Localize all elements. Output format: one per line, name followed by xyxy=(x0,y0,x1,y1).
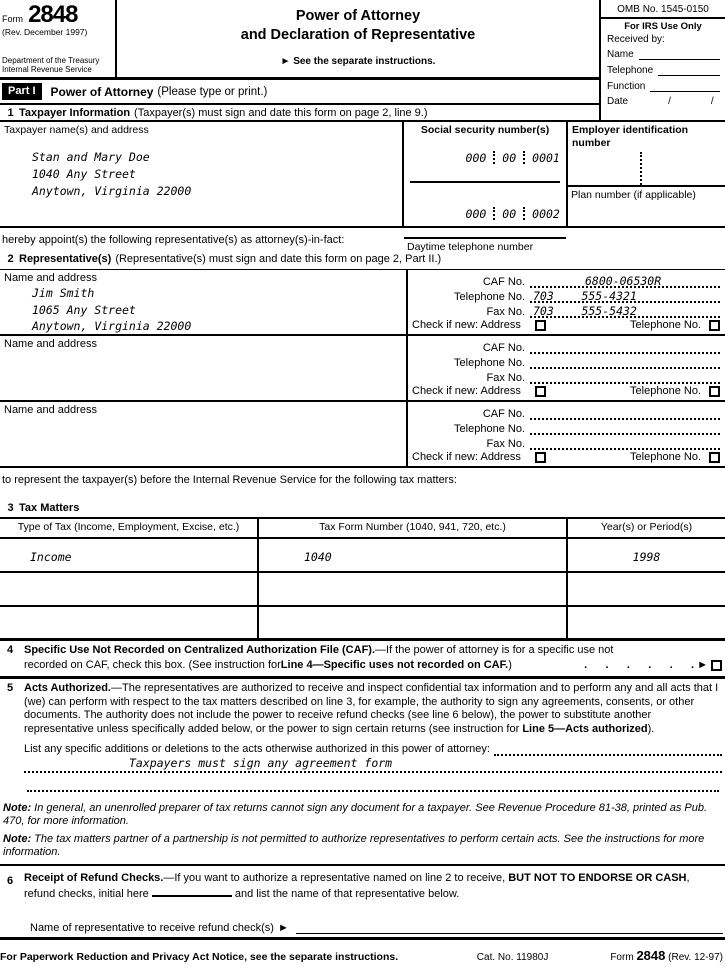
rep1-address1-value[interactable]: 1065 Any Street xyxy=(32,302,136,317)
line5-text1: —The representatives are authorized to receive and inspect confidential tax information and to perform any and all acts that I (we) can perform with respect to the tax matters described on line 3, for example, the authority to sign any agreements, consents, or other documents. The authority does not include the power to receive refund checks (see line 6 below), the power to substitute another representative unless specifically added below, or the power to sign certain returns (see instruction for xyxy=(24,682,719,735)
rep3-new-telephone-checkbox[interactable] xyxy=(709,452,720,463)
line5-additions-value: Taxpayers must sign any agreement form xyxy=(129,756,393,770)
omb-number: OMB No. 1545-0150 xyxy=(601,0,725,19)
year-cell-1[interactable]: 1998 xyxy=(632,550,661,564)
line5-number: 5 xyxy=(7,682,14,694)
ssn-separator-dotted xyxy=(493,151,495,164)
tax-form-number-header: Tax Form Number (1040, 941, 720, etc.) xyxy=(259,519,568,537)
line5-paragraph xyxy=(24,682,722,736)
ssn2-area: 000 xyxy=(465,207,487,221)
line5-bold-ref: Line 5—Acts authorized xyxy=(522,722,648,735)
ssn1-serial: 0001 xyxy=(532,151,560,165)
line5-additions-input[interactable] xyxy=(24,757,722,773)
plan-number-cell[interactable] xyxy=(568,185,725,226)
taxpayer-address1-value[interactable]: 1040 Any Street xyxy=(32,167,136,181)
rep2-fax-input[interactable] xyxy=(530,370,720,384)
rep1-new-telephone-checkbox[interactable] xyxy=(709,320,720,331)
line2-header xyxy=(0,250,725,270)
rep3-contact-cell xyxy=(408,402,725,466)
line4-text-line2 xyxy=(24,659,722,673)
line3-number: 3 xyxy=(7,502,14,514)
line3-title: Tax Matters xyxy=(19,502,80,514)
rep3-caf-input[interactable] xyxy=(530,406,720,420)
ssn-label: Social security number(s) xyxy=(420,124,550,136)
to-represent-line: to represent the taxpayer(s) before the Internal Revenue Service for the following tax matters: xyxy=(2,474,457,486)
tax-table-row-1 xyxy=(0,539,725,573)
refund-representative-label: Name of representative to receive refund check(s) xyxy=(30,922,274,934)
line5-blank-dotted-line[interactable] xyxy=(27,775,719,792)
rep-name-address-label: Name and address xyxy=(4,404,97,416)
line1-header xyxy=(0,105,599,120)
footer-form-number: 2848 xyxy=(636,948,666,963)
line6-section xyxy=(0,866,725,906)
form-title-line1: Power of Attorney xyxy=(295,8,421,24)
rep3-new-address-checkbox[interactable] xyxy=(535,452,546,463)
line5-section xyxy=(0,679,725,796)
ssn-cell xyxy=(404,122,568,253)
rep1-fax-field xyxy=(412,303,720,318)
ein-label: Employer identification number xyxy=(572,124,689,150)
footer-revision: (Rev. 12-97) xyxy=(668,952,723,963)
rep2-new-address-checkbox[interactable] xyxy=(535,386,546,397)
ssn-separator-dotted xyxy=(493,207,495,220)
rep3-phone-input[interactable] xyxy=(530,421,720,435)
rep1-phone-value: 703 555-4321 xyxy=(533,289,637,303)
tax-form-cell-2[interactable] xyxy=(259,573,568,605)
caf-label: CAF No. xyxy=(482,342,525,354)
note1-label: Note: xyxy=(3,802,32,814)
rep3-name-address-cell[interactable] xyxy=(0,402,408,466)
tax-table-row-3 xyxy=(0,607,725,641)
agency-block xyxy=(2,56,112,75)
form-word: Form xyxy=(2,14,23,24)
rep2-fax-field xyxy=(412,369,720,384)
rep2-new-telephone-checkbox[interactable] xyxy=(709,386,720,397)
fax-label: Fax No. xyxy=(486,438,525,450)
year-cell-2[interactable] xyxy=(568,573,725,605)
tax-type-header: Type of Tax (Income, Employment, Excise, etc.) xyxy=(0,519,259,537)
representative-block-2 xyxy=(0,336,725,402)
form-id-box xyxy=(0,0,117,77)
rep-name-address-label: Name and address xyxy=(4,338,97,350)
line4-text3: ) xyxy=(508,658,512,671)
ssn2-group: 00 xyxy=(502,207,517,221)
tax-type-cell-3[interactable] xyxy=(0,607,259,638)
received-by-label: Received by: xyxy=(607,34,665,45)
note-2 xyxy=(0,830,725,861)
right-arrow-icon: ► xyxy=(277,922,289,934)
rep3-fax-field xyxy=(412,435,720,450)
rep1-caf-value: 6800-06530R xyxy=(585,274,662,288)
telephone-label: Telephone No. xyxy=(454,357,525,369)
refund-representative-row xyxy=(0,906,725,940)
rep2-caf-input[interactable] xyxy=(530,340,720,354)
line1-title: Taxpayer Information xyxy=(19,106,131,119)
line4-specific-use-checkbox[interactable] xyxy=(711,660,722,671)
line5-list-label-row xyxy=(24,742,722,756)
note1-text: In general, an unenrolled preparer of tax returns cannot sign any document for a taxpayer. See Revenue Procedure 81-38, printed as Pub. 470, for more information. xyxy=(3,802,708,827)
line4-section xyxy=(0,641,725,679)
line4-text-line1 xyxy=(24,644,722,658)
rep3-fax-input[interactable] xyxy=(530,436,720,450)
line4-number: 4 xyxy=(7,644,14,656)
check-if-new-label: Check if new: Address xyxy=(412,385,521,397)
caf-label: CAF No. xyxy=(482,276,525,288)
plan-number-label: Plan number (if applicable) xyxy=(571,189,696,202)
taxpayer-name-address-cell[interactable] xyxy=(0,122,404,226)
check-if-new-label: Check if new: Address xyxy=(412,319,521,331)
rep1-check-if-new-row xyxy=(412,319,720,331)
page-footer xyxy=(0,940,725,963)
footer-form-word: Form xyxy=(610,952,634,963)
note2-text: The tax matters partner of a partnership is not permitted to authorize representatives to perform certain acts. See the instructions for more information. xyxy=(3,833,705,858)
form-revision: (Rev. December 1997) xyxy=(2,26,88,37)
rep1-entries xyxy=(32,285,402,335)
year-cell-3[interactable] xyxy=(568,607,725,638)
part1-bar xyxy=(0,80,599,105)
rep1-phone-field xyxy=(412,288,720,303)
rep1-caf-input[interactable] xyxy=(530,274,720,288)
catalog-number: Cat. No. 11980J xyxy=(476,952,549,963)
date-slash-1: / xyxy=(668,96,671,107)
ein-cell xyxy=(568,122,725,226)
irs-date-field xyxy=(601,93,725,108)
tax-form-cell-1[interactable]: 1040 xyxy=(259,539,568,571)
irs-name-field xyxy=(601,45,725,61)
rep3-caf-field xyxy=(412,405,720,420)
fax-label: Fax No. xyxy=(486,306,525,318)
part1-title: Power of Attorney xyxy=(50,84,154,99)
see-instructions-note: ► See the separate instructions. xyxy=(280,55,436,67)
irs-function-input[interactable] xyxy=(650,81,720,92)
ssn-separator-dotted xyxy=(523,207,525,220)
irs-name-label: Name xyxy=(607,49,634,60)
form-header xyxy=(0,0,725,122)
rep1-address2-value[interactable]: Anytown, Virginia 22000 xyxy=(32,319,192,333)
line4-bold-heading: Specific Use Not Recorded on Centralized Authorization File (CAF). xyxy=(24,644,376,656)
irs-name-input[interactable] xyxy=(639,49,720,60)
line2-note: (Representative(s) must sign and date this form on page 2, Part II.) xyxy=(115,253,442,265)
line6-text1: —If you want to authorize a representative named on line 2 to receive, xyxy=(163,872,509,884)
form-number-line xyxy=(2,1,112,28)
hereby-appoints-line: hereby appoint(s) the following representative(s) as attorney(s)-in-fact: xyxy=(2,234,345,246)
header-left-area xyxy=(0,0,601,120)
initial-here-input[interactable] xyxy=(152,886,232,897)
dot-leader: . . . . . . xyxy=(584,658,695,671)
irs-telephone-label: Telephone xyxy=(607,65,654,76)
caf-label: CAF No. xyxy=(482,408,525,420)
line4-text2: recorded on CAF, check this box. (See instruction for xyxy=(24,658,281,671)
rep2-caf-field xyxy=(412,339,720,354)
line5-bold-heading: Acts Authorized. xyxy=(24,682,111,694)
line6-bold-heading: Receipt of Refund Checks. xyxy=(24,872,164,884)
paperwork-notice: For Paperwork Reduction and Privacy Act Notice, see the separate instructions. xyxy=(0,951,399,963)
line6-text2: , refund checks, initial here xyxy=(24,872,690,900)
taxpayer-entries xyxy=(32,149,398,200)
title-box xyxy=(117,0,599,77)
rep2-check-if-new-row xyxy=(412,385,720,397)
years-periods-header: Year(s) or Period(s) xyxy=(600,521,693,533)
telephone-label: Telephone No. xyxy=(454,423,525,435)
rep1-contact-cell xyxy=(408,270,725,334)
part1-subtitle: (Please type or print.) xyxy=(157,85,268,98)
rep2-contact-cell xyxy=(408,336,725,400)
tax-form-cell-3[interactable] xyxy=(259,607,568,638)
rep1-new-address-checkbox[interactable] xyxy=(535,320,546,331)
line5-list-leader[interactable] xyxy=(494,742,722,756)
agency-line-1: Department of the Treasury xyxy=(2,55,100,65)
tax-table-header-row xyxy=(0,519,725,539)
irs-function-field xyxy=(601,77,725,93)
line6-bold-endorse: BUT NOT TO ENDORSE OR CASH xyxy=(508,872,687,884)
ssn1-area: 000 xyxy=(465,151,487,165)
rep3-check-if-new-row xyxy=(412,451,720,463)
check-telephone-label: Telephone No. xyxy=(630,319,701,331)
irs-use-only-box xyxy=(601,0,725,120)
ssn1-group: 00 xyxy=(502,151,517,165)
ein-dotted-separator xyxy=(640,152,642,185)
line3-header xyxy=(0,500,725,519)
line2-title: Representative(s) xyxy=(19,253,112,265)
ssn2-serial: 0002 xyxy=(532,207,560,221)
rep2-name-address-cell[interactable] xyxy=(0,336,408,400)
line2-number: 2 xyxy=(7,253,14,265)
rep3-phone-field xyxy=(412,420,720,435)
right-arrow-icon: ► xyxy=(697,658,708,671)
line1-number: 1 xyxy=(7,106,14,119)
note2-label: Note: xyxy=(3,833,32,845)
fax-label: Fax No. xyxy=(486,372,525,384)
note-1 xyxy=(0,799,725,830)
agency-line-2: Internal Revenue Service xyxy=(2,65,92,75)
line4-bold-ref: Line 4—Specific uses not recorded on CAF. xyxy=(280,658,509,671)
header-main xyxy=(0,0,599,80)
rep1-caf-field xyxy=(412,273,720,288)
rep1-name-value[interactable]: Jim Smith xyxy=(32,286,95,300)
rep1-name-address-cell[interactable] xyxy=(0,270,408,334)
irs-function-label: Function xyxy=(607,81,646,92)
date-slash-2: / xyxy=(710,96,714,107)
footer-form-id xyxy=(610,948,723,963)
daytime-phone-label: Daytime telephone number xyxy=(407,241,534,253)
rep1-fax-input[interactable] xyxy=(530,304,720,318)
line1-note: (Taxpayer(s) must sign and date this form on page 2, line 9.) xyxy=(134,106,428,119)
tax-type-cell-2[interactable] xyxy=(0,573,259,605)
line6-paragraph xyxy=(24,871,722,902)
irs-telephone-input[interactable] xyxy=(658,65,720,76)
tax-table-row-2 xyxy=(0,573,725,607)
check-telephone-label: Telephone No. xyxy=(630,385,701,397)
check-if-new-label: Check if new: Address xyxy=(412,451,521,463)
telephone-label: Telephone No. xyxy=(454,291,525,303)
form-title-line2: and Declaration of Representative xyxy=(240,26,476,43)
representative-block-1 xyxy=(0,270,725,336)
form-number: 2848 xyxy=(28,1,78,28)
line6-text3: and list the name of that representative below. xyxy=(231,888,460,900)
notes-section xyxy=(0,799,725,866)
refund-representative-input[interactable] xyxy=(296,922,723,934)
rep2-phone-field xyxy=(412,354,720,369)
ssn-1-value[interactable] xyxy=(410,136,561,183)
irs-date-label: Date xyxy=(607,96,629,107)
tax-type-cell-1[interactable]: Income xyxy=(0,539,259,571)
taxpayer-address2-value[interactable]: Anytown, Virginia 22000 xyxy=(32,184,192,198)
taxpayer-name-address-label: Taxpayer name(s) and address xyxy=(4,124,149,136)
rep2-phone-input[interactable] xyxy=(530,355,720,369)
tax-matters-table xyxy=(0,519,725,641)
check-telephone-label: Telephone No. xyxy=(630,451,701,463)
line5-text2: ). xyxy=(647,722,655,735)
rep1-phone-input[interactable] xyxy=(530,289,720,303)
line6-number: 6 xyxy=(7,875,14,887)
ssn-2-value[interactable] xyxy=(404,192,566,237)
representative-block-3 xyxy=(0,402,725,468)
ssn-separator-dotted xyxy=(523,151,525,164)
irs-use-only-label: For IRS Use Only xyxy=(624,21,702,32)
line5-list-label: List any specific additions or deletions to the acts otherwise authorized in this power of attorney: xyxy=(24,742,490,755)
line4-text1: —If the power of attorney is for a specific use not xyxy=(375,644,614,656)
part1-badge: Part I xyxy=(2,83,42,100)
rep1-fax-value: 703 555-5432 xyxy=(533,304,637,318)
taxpayer-name-value[interactable]: Stan and Mary Doe xyxy=(32,150,150,164)
rep-name-address-label: Name and address xyxy=(4,272,97,284)
irs-telephone-field xyxy=(601,61,725,77)
